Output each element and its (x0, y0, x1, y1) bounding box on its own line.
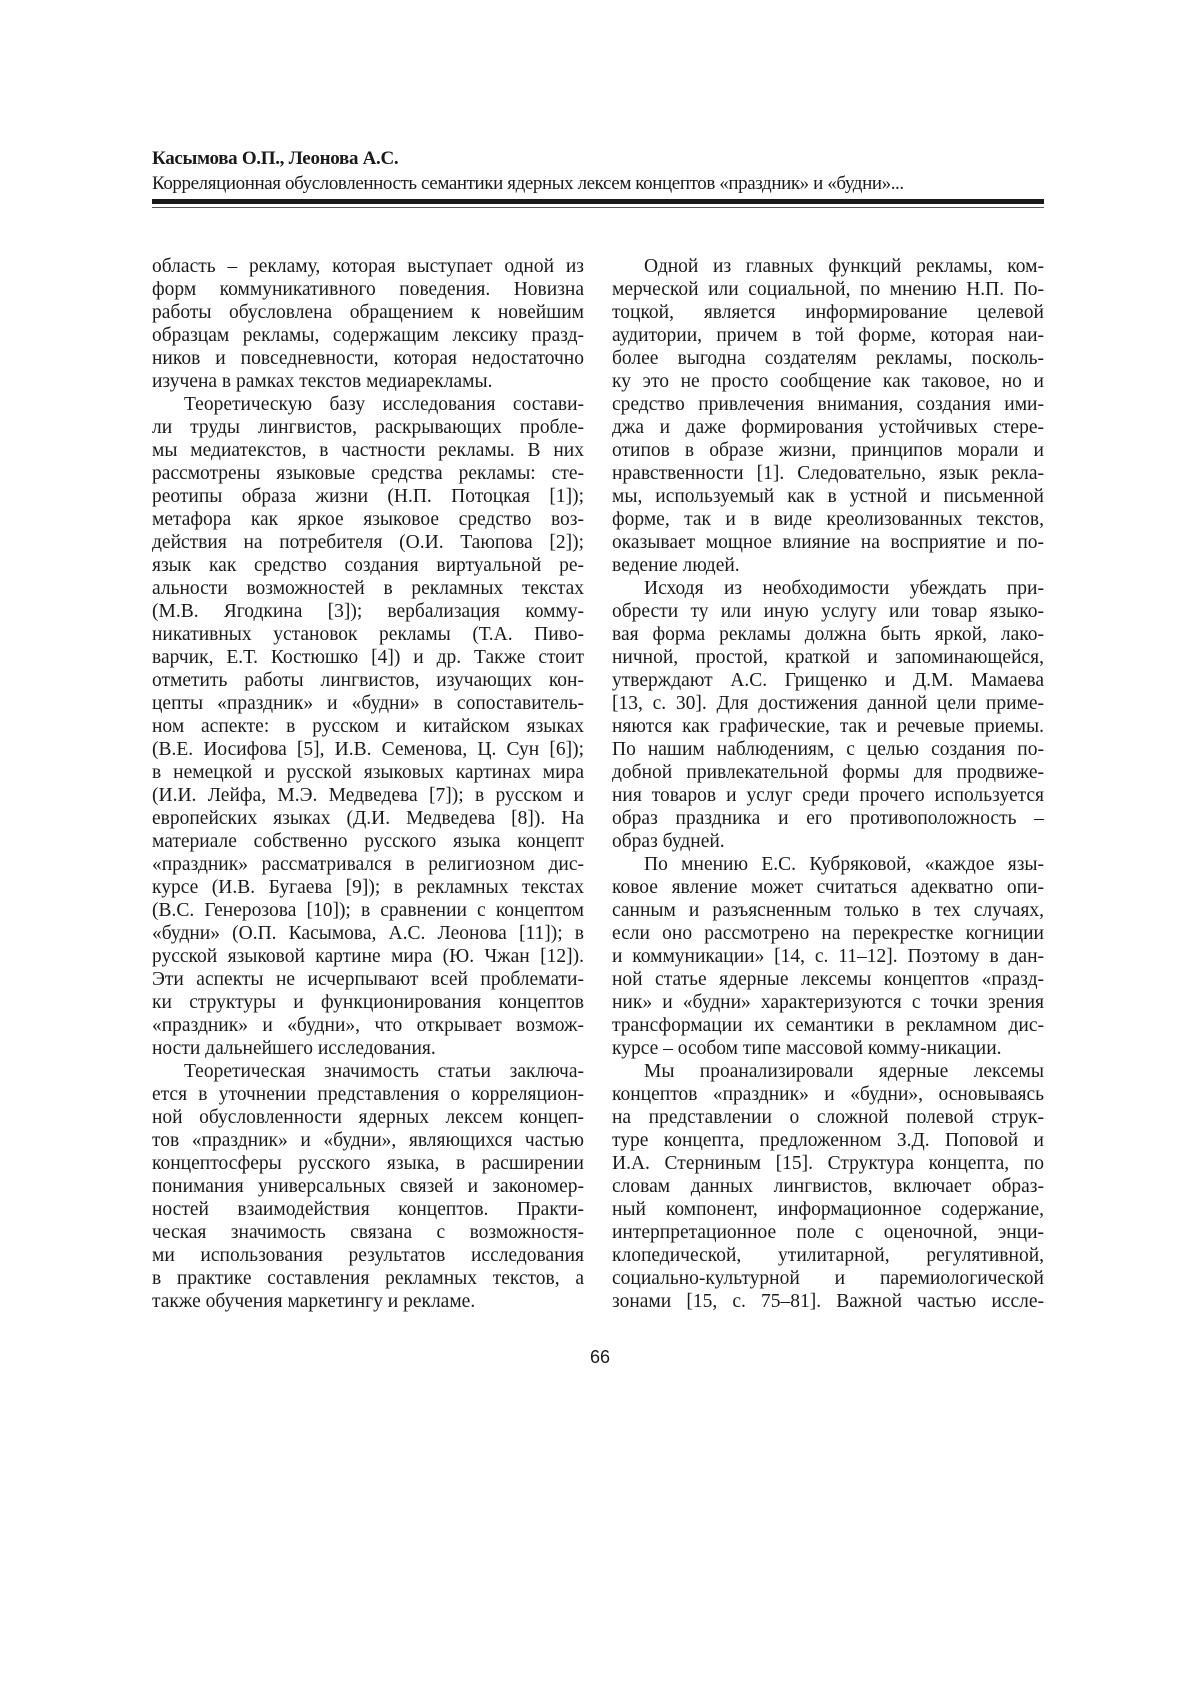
text-line: ки структуры и функционирования концептов (152, 992, 584, 1013)
text-line: образцам рекламы, содержащим лексику празд- (152, 325, 584, 346)
text-line: в немецкой и русской языковых картинах мира (152, 762, 584, 783)
text-column-right (612, 255, 1044, 1313)
text-line: также обучения маркетингу и рекламе. (152, 1291, 476, 1312)
text-line: материале собственно русского языка концепт (152, 831, 584, 852)
text-line: ности дальнейшего исследования. (152, 1038, 436, 1059)
text-line: реотипы образа жизни (Н.П. Потоцкая [1]); (152, 486, 584, 507)
text-line: тов «праздник» и «будни», являющихся частью (152, 1130, 584, 1151)
text-line: курсе – особом типе массовой комму-никации. (612, 1038, 1002, 1059)
running-header-authors: Касымова О.П., Леонова А.С. (152, 148, 399, 169)
text-line: социально-культурной и паремиологической (612, 1268, 1044, 1289)
text-line: Исходя из необходимости убеждать при- (644, 578, 1044, 599)
text-line: мы медиатекстов, в частности рекламы. В них (152, 440, 584, 461)
text-line: ной обусловленности ядерных лексем концеп- (152, 1107, 584, 1128)
text-line: ется в уточнении представления о корреляцион- (152, 1084, 584, 1105)
header-rule-thick (152, 199, 1044, 204)
text-line: и коммуникации» [14, с. 11–12]. Поэтому в дан- (612, 946, 1044, 967)
text-line: (М.В. Ягодкина [3]); вербализация комму- (152, 601, 584, 622)
text-line: на представлении о сложной полевой струк- (612, 1107, 1044, 1128)
paragraph (612, 577, 1044, 853)
text-column-left (152, 255, 584, 1313)
paragraph (152, 1060, 584, 1313)
text-line: работы обусловлена обращением к новейшим (152, 302, 584, 323)
text-line: альности возможностей в рекламных текстах (152, 578, 584, 599)
text-line: интерпретационное поле с оценочной, энци- (612, 1222, 1044, 1243)
text-line: рассмотрены языковые средства рекламы: сте- (152, 463, 584, 484)
text-line: концептосферы русского языка, в расширении (152, 1153, 584, 1174)
text-line: ческая значимость связана с возможностя- (152, 1222, 584, 1243)
text-line: в практике составления рекламных текстов, а (152, 1268, 584, 1289)
text-line: форме, так и в виде креолизованных текстов, (612, 509, 1044, 530)
text-line: варчик, Е.Т. Костюшко [4]) и др. Также стоит (152, 647, 584, 668)
text-line: ли труды лингвистов, раскрывающих пробле- (152, 417, 584, 438)
text-line: мы, используемый как в устной и письменной (612, 486, 1044, 507)
text-line: метафора как яркое языковое средство воз- (152, 509, 584, 530)
running-header-title: Корреляционная обусловленность семантики ядерных лексем концептов «праздник» и «будни»... (152, 173, 904, 194)
text-line: По мнению Е.С. Кубряковой, «каждое язы- (644, 854, 1044, 875)
text-line: область – рекламу, которая выступает одной из (152, 256, 584, 277)
text-line: действия на потребителя (О.И. Таюпова [2]); (152, 532, 584, 553)
text-line: изучена в рамках текстов медиарекламы. (152, 371, 493, 392)
text-line: отметить работы лингвистов, изучающих кон- (152, 670, 584, 691)
text-line: цепты «праздник» и «будни» в сопоставитель- (152, 693, 584, 714)
text-line: клопедической, утилитарной, регулятивной, (612, 1245, 1044, 1266)
text-line: «праздник» и «будни», что открывает возмож- (152, 1015, 584, 1036)
text-line: ведение людей. (612, 555, 740, 576)
text-line: язык как средство создания виртуальной ре- (152, 555, 584, 576)
paragraph (152, 255, 584, 393)
text-line: (В.С. Генерозова [10]); в сравнении с концептом (152, 900, 584, 921)
text-line: [13, с. 30]. Для достижения данной цели приме- (612, 693, 1044, 714)
paragraph (152, 393, 584, 1060)
text-line: ник» и «будни» характеризуются с точки зрения (612, 992, 1044, 1013)
text-line: Эти аспекты не исчерпывают всей проблемати- (152, 969, 584, 990)
header-rule-thin (152, 207, 1044, 208)
text-line: средство привлечения внимания, создания ими- (612, 394, 1044, 415)
text-line: ния товаров и услуг среди прочего используется (612, 785, 1044, 806)
paragraph (612, 853, 1044, 1060)
text-line: санным и разъясненным только в тех случаях, (612, 900, 1044, 921)
text-line: русской языковой картине мира (Ю. Чжан [12]). (152, 946, 584, 967)
text-line: утверждают А.С. Грищенко и Д.М. Мамаева (612, 670, 1044, 691)
text-line: европейских языках (Д.И. Медведева [8]). На (152, 808, 584, 829)
text-line: ном аспекте: в русском и китайском языках (152, 716, 584, 737)
text-line: концептов «праздник» и «будни», основываясь (612, 1084, 1044, 1105)
text-line: ностей взаимодействия концептов. Практи- (152, 1199, 584, 1220)
text-line: вая форма рекламы должна быть яркой, лако- (612, 624, 1044, 645)
text-line: аудитории, причем в той форме, которая наи- (612, 325, 1044, 346)
text-line: нравственности [1]. Следовательно, язык рекла- (612, 463, 1044, 484)
text-line: трансформации их семантики в рекламном дис- (612, 1015, 1044, 1036)
text-line: более выгодна создателям рекламы, посколь- (612, 348, 1044, 369)
text-line: ной статье ядерные лексемы концептов «празд- (612, 969, 1044, 990)
text-line: туре концепта, предложенном З.Д. Поповой и (612, 1130, 1044, 1151)
text-line: ми использования результатов исследования (152, 1245, 584, 1266)
text-line: понимания универсальных связей и закономер- (152, 1176, 584, 1197)
text-line: ный компонент, информационное содержание, (612, 1199, 1044, 1220)
text-line: обрести ту или иную услугу или товар языко- (612, 601, 1044, 622)
text-line: курсе (И.В. Бугаева [9]); в рекламных текстах (152, 877, 584, 898)
text-line: По нашим наблюдениям, с целью создания по- (612, 739, 1044, 760)
text-line: тоцкой, является информирование целевой (612, 302, 1044, 323)
text-line: ку это не просто сообщение как таковое, но и (612, 371, 1044, 392)
text-line: отипов в образе жизни, принципов морали и (612, 440, 1044, 461)
text-line: Теоретическая значимость статьи заключа- (184, 1061, 584, 1082)
text-line: мерческой или социальной, по мнению Н.П. По- (612, 279, 1044, 300)
text-line: «будни» (О.П. Касымова, А.С. Леонова [11]); в (152, 923, 584, 944)
text-line: образ будней. (612, 831, 725, 852)
text-line: Теоретическую базу исследования состави- (184, 394, 584, 415)
text-line: зонами [15, с. 75–81]. Важной частью иссле- (612, 1291, 1044, 1312)
text-line: образ праздника и его противоположность – (612, 808, 1044, 829)
text-line: «праздник» рассматривался в религиозном дис- (152, 854, 584, 875)
paragraph (612, 1060, 1044, 1313)
text-line: ничной, простой, краткой и запоминающейся, (612, 647, 1044, 668)
text-line: Одной из главных функций рекламы, ком- (644, 256, 1044, 277)
text-line: ковое явление может считаться адекватно опи- (612, 877, 1044, 898)
text-line: никативных установок рекламы (Т.А. Пиво- (152, 624, 584, 645)
text-line: (В.Е. Иосифова [5], И.В. Семенова, Ц. Сун [6]); (152, 739, 584, 760)
text-line: (И.И. Лейфа, М.Э. Медведева [7]); в русском и (152, 785, 584, 806)
text-line: оказывает мощное влияние на восприятие и по- (612, 532, 1044, 553)
text-line: ников и повседневности, которая недостаточно (152, 348, 584, 369)
text-line: словам данных лингвистов, включает образ- (612, 1176, 1044, 1197)
text-line: форм коммуникативного поведения. Новизна (152, 279, 584, 300)
text-line: джа и даже формирования устойчивых стере- (612, 417, 1044, 438)
text-line: И.А. Стерниным [15]. Структура концепта, по (612, 1153, 1044, 1174)
text-line: няются как графические, так и речевые приемы. (612, 716, 1044, 737)
text-line: добной привлекательной формы для продвиже- (612, 762, 1044, 783)
text-line: если оно рассмотрено на перекрестке когниции (612, 923, 1044, 944)
page-number: 66 (589, 1347, 611, 1367)
paragraph (612, 255, 1044, 577)
text-line: Мы проанализировали ядерные лексемы (644, 1061, 1044, 1082)
